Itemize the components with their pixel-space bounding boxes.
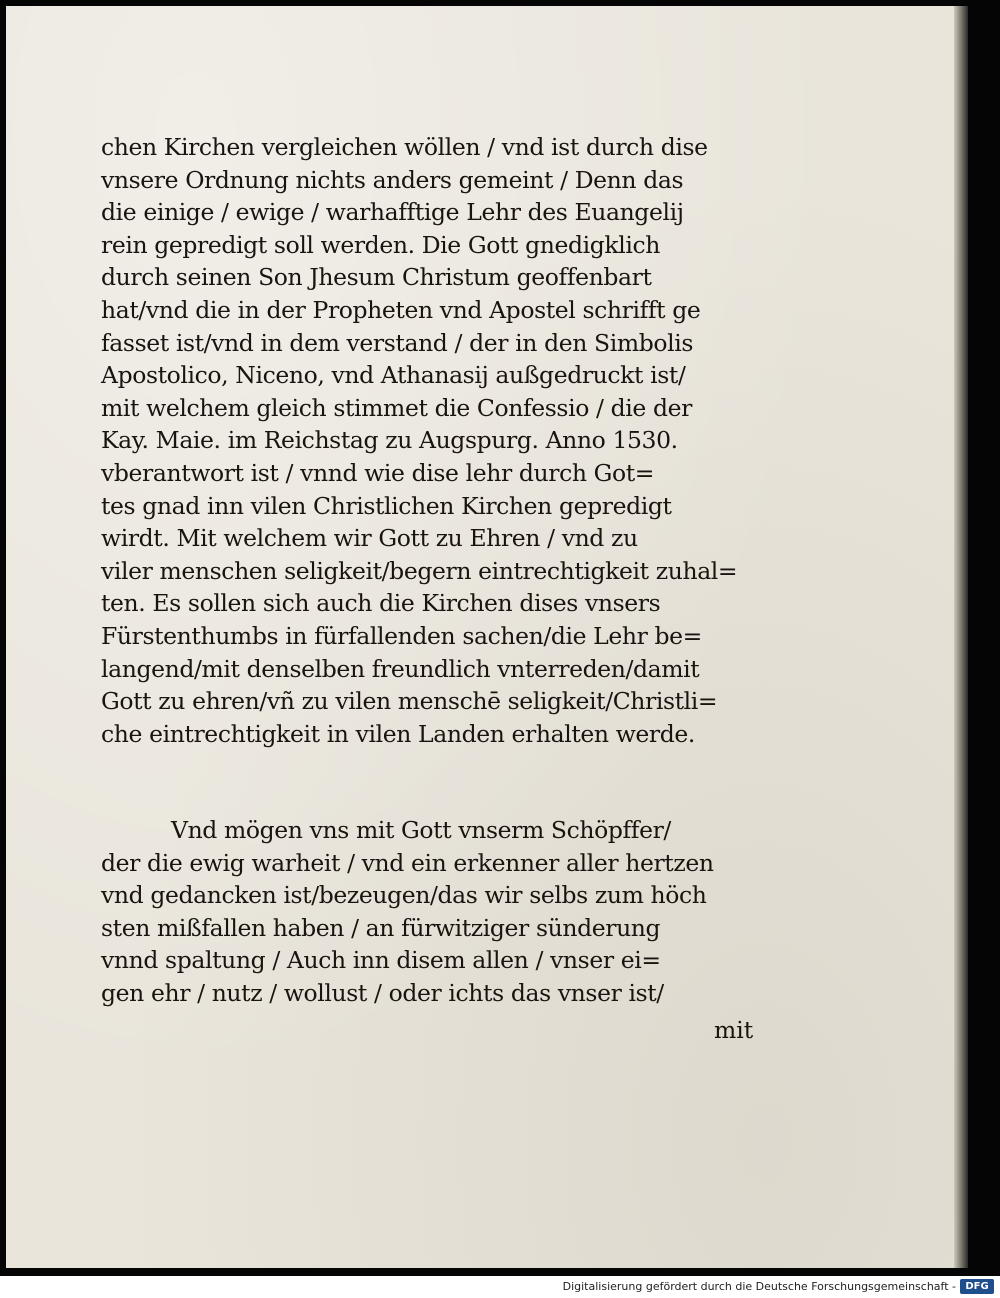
text-line: vnnd spaltung / Auch inn disem allen / vnser ei= — [101, 946, 661, 975]
text-line: rein gepredigt soll werden. Die Gott gnedigklich — [101, 230, 660, 259]
text-line: che eintrechtigkeit in vilen Landen erhalten werde. — [101, 719, 695, 748]
text-line: wirdt. Mit welchem wir Gott zu Ehren / vnd zu — [101, 524, 638, 553]
funding-credit: Digitalisierung gefördert durch die Deutsche Forschungsgemeinschaft - — [562, 1280, 956, 1293]
text-line: sten mißfallen haben / an fürwitziger sünderung — [101, 913, 661, 942]
text-line: durch seinen Son Jhesum Christum geoffenbart — [101, 263, 652, 292]
text-line: Gott zu ehren/vñ zu vilen menschē seligkeit/Christli= — [101, 687, 718, 716]
text-line: hat/vnd die in der Propheten vnd Apostel schrifft ge — [101, 295, 701, 324]
text-line: langend/mit denselben freundlich vnterreden/damit — [101, 654, 700, 683]
text-line: ten. Es sollen sich auch die Kirchen dises vnsers — [101, 589, 661, 618]
page-edge — [954, 6, 968, 1268]
text-line: vberantwort ist / vnnd wie dise lehr durch Got= — [101, 458, 655, 487]
text-line: die einige / ewige / warhafftige Lehr des Euangelij — [101, 198, 684, 227]
text-line: chen Kirchen vergleichen wöllen / vnd ist durch dise — [101, 133, 708, 161]
paragraph-2 — [101, 814, 761, 1010]
text-line: mit welchem gleich stimmet die Confessio / die der — [101, 393, 692, 422]
document-page — [6, 6, 954, 1268]
dfg-logo-icon: DFG — [960, 1279, 994, 1294]
text-line: Fürstenthumbs in fürfallenden sachen/die Lehr be= — [101, 621, 702, 650]
footer-bar — [0, 1276, 1000, 1298]
text-line: gen ehr / nutz / wollust / oder ichts das vnser ist/ — [101, 978, 664, 1007]
text-line: vnd gedancken ist/bezeugen/das wir selbs zum höch — [101, 881, 707, 910]
text-line: vnsere Ordnung nichts anders gemeint / Denn das — [101, 165, 684, 194]
text-line: tes gnad inn vilen Christlichen Kirchen gepredigt — [101, 491, 672, 520]
text-line: Kay. Maie. im Reichstag zu Augspurg. Anno 1530. — [101, 426, 678, 455]
paragraph-1 — [101, 131, 761, 750]
catchword: mit — [714, 1016, 754, 1044]
text-line: fasset ist/vnd in dem verstand / der in den Simbolis — [101, 328, 694, 357]
text-line: Vnd mögen vns mit Gott vnserm Schöpffer/ — [171, 816, 671, 844]
text-line: viler menschen seligkeit/begern eintrechtigkeit zuhal= — [101, 556, 738, 585]
text-line: der die ewig warheit / vnd ein erkenner aller hertzen — [101, 848, 714, 877]
text-line: Apostolico, Niceno, vnd Athanasij außgedruckt ist/ — [101, 361, 686, 390]
